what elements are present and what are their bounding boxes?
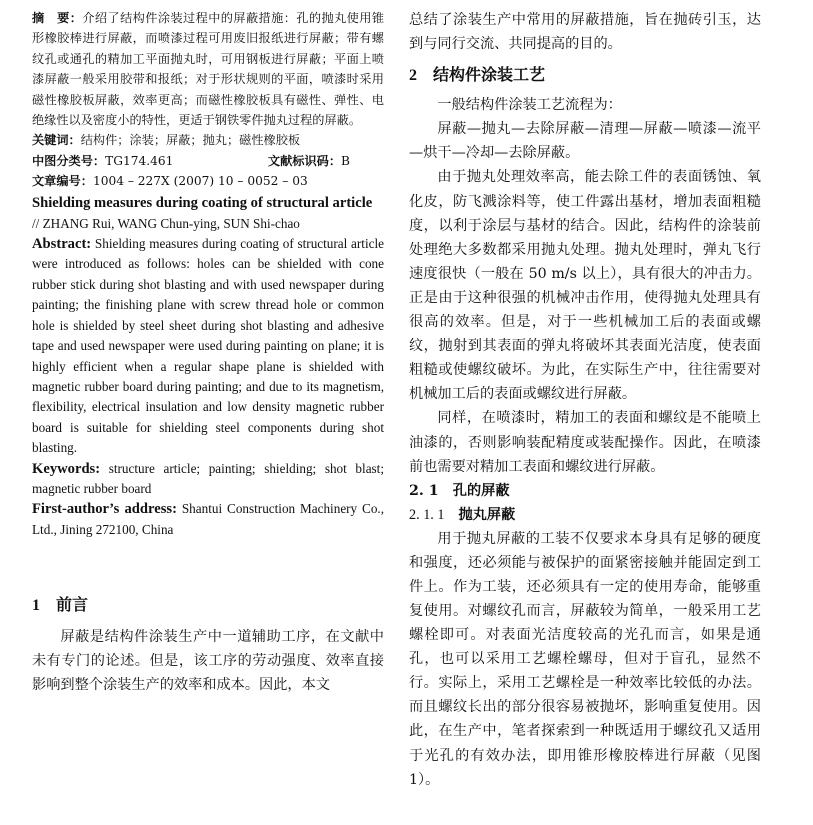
abstract-en	[32, 234, 384, 458]
paragraph-shot-shielding: 用于抛丸屏蔽的工装不仅要求本身具有足够的硬度和强度，还必须能与被保护的面紧密接触并能固定到工件上。作为工装，还必须具有一定的使用寿命，能够重复使用。对螺纹孔而言，屏蔽较为简单，一般采用工艺螺栓即可。对表面光洁度较高的光孔而言，如果是通孔，也可以采用工艺螺栓螺母，但对于盲孔，显然不行。实际上，采用工艺螺栓是一种效率比较低的办法。而且螺纹长出的部分很容易被抛坏，影响重复使用。因此，在生产中，笔者探索到一种既适用于螺纹孔又适用于光孔的有效办法，即用锥形橡胶棒进行屏蔽（见图 1）。	[409, 530, 761, 788]
section-2-heading	[409, 62, 761, 89]
paragraph-process-flow: 屏蔽—抛丸—去除屏蔽—清理—屏蔽—喷漆—流平—烘干—冷却—去除屏蔽。	[409, 121, 761, 162]
keywords-cn	[32, 130, 384, 150]
classification-row	[32, 151, 384, 171]
abstract-cn	[32, 8, 384, 130]
section-2-1-1-title: 抛丸屏蔽	[458, 506, 516, 523]
doc-code-value: B	[341, 153, 350, 168]
article-no-label: 文章编号：	[32, 174, 93, 189]
abstract-en-text: Shielding measures during coating of structural article were introduced as follows: holes can be shielded with cone rubber stick during shot blasting and with used newspaper during painting; the finishing plane with screw thread hole or common hole is shielded by steel sheet during shot blasting and adhesive tape and used newspaper were used during painting on plane; it is highly efficient when a regular shape plane is shielded with magnetic rubber board during painting; and due to its magnetism, flexibility, electrical insulation and low density magnetic rubber board is suitable for shielding steel components during shot blasting.	[32, 236, 384, 456]
paragraph-painting: 同样，在喷漆时，精加工的表面和螺纹是不能喷上油漆的，否则影响装配精度或装配操作。因此，在喷漆前也需要对精加工表面和螺纹进行屏蔽。	[409, 410, 761, 475]
left-column	[32, 8, 384, 697]
section-2-1-1-heading	[409, 503, 761, 527]
section-1-heading	[32, 592, 384, 619]
keywords-cn-label: 关键词：	[32, 133, 81, 148]
doc-code-label: 文献标识码：	[267, 153, 342, 168]
clc-label: 中图分类号：	[32, 153, 106, 168]
section-2-1-1-number: 2. 1. 1	[409, 506, 445, 523]
section-1-number: 1	[32, 597, 40, 615]
section-2-number: 2	[409, 67, 417, 85]
article-number	[32, 171, 384, 191]
keywords-cn-text: 结构件；涂装；屏蔽；抛丸；磁性橡胶板	[80, 133, 301, 148]
section-2-title: 结构件涂装工艺	[433, 65, 546, 85]
address-label: First-author’s address:	[32, 501, 177, 518]
clc-value: TG174.461	[105, 153, 174, 168]
title-en: Shielding measures during coating of structural article	[32, 194, 373, 211]
section-1-paragraph: 屏蔽是结构件涂装生产中一道辅助工序，在文献中未有专门的论述。但是，该工序的劳动强度、效率直接影响到整个涂装生产的效率和成本。因此，本文	[32, 629, 384, 694]
abstract-en-label: Abstract:	[32, 236, 92, 253]
keywords-en	[32, 459, 384, 500]
keywords-en-label: Keywords:	[32, 460, 101, 477]
abstract-cn-label: 摘 要：	[32, 11, 83, 25]
address-text: Shantui Construction Machinery Co., Ltd., Jining 272100, China	[32, 501, 385, 537]
first-author-address	[32, 499, 384, 540]
keywords-en-text: structure article; painting; shielding; shot blast; magnetic rubber board	[32, 460, 385, 496]
paragraph-process-intro: 一般结构件涂装工艺流程为：	[437, 97, 622, 114]
section-gap	[32, 540, 384, 592]
section-2-1-heading: 2. 1 孔的屏蔽	[409, 482, 510, 499]
abstract-cn-text: 介绍了结构件涂装过程中的屏蔽措施：孔的抛丸使用锥形橡胶棒进行屏蔽，而喷漆过程可用废旧报纸进行屏蔽；带有螺纹孔或通孔的精加工平面抛丸时，可用钢板进行屏蔽；平面上喷漆屏蔽一般采用胶带和报纸；对于形状规则的平面，喷漆时采用磁性橡胶板屏蔽，效率更高；而磁性橡胶板具有磁性、弹性、电绝缘性以及密度小的特性，更适于钢铁零件抛丸过程的屏蔽。	[32, 11, 385, 128]
authors-en: // ZHANG Rui, WANG Chun-ying, SUN Shi-chao	[32, 215, 300, 231]
paragraph-shot-blasting: 由于抛丸处理效率高，能去除工件的表面锈蚀、氧化皮，防飞溅涂料等，使工件露出基材，增加表面粗糙度，以利于涂层与基材的结合。因此，结构件的涂装前处理绝大多数都采用抛丸处理。抛丸处理时，弹丸飞行速度很快（一般在 50 m/s 以上），具有很大的冲击力。正是由于这种很强的机械冲击作用，使得抛丸处理具有很高的效率。但是，对于一些机械加工后的表面或螺纹，抛射到其表面的弹丸将破坏其表面光洁度，使表面粗糙或使螺纹破坏。为此，在实际生产中，往往需要对机械加工后的表面或螺纹进行屏蔽。	[409, 169, 761, 403]
article-no-value: 1004 – 227X (2007) 10 – 0052 – 03	[92, 174, 308, 189]
section-1-title: 前言	[56, 595, 89, 615]
right-column	[409, 8, 761, 792]
intro-continuation: 总结了涂装生产中常用的屏蔽措施，旨在抛砖引玉，达到与同行交流、共同提高的目的。	[409, 12, 761, 53]
